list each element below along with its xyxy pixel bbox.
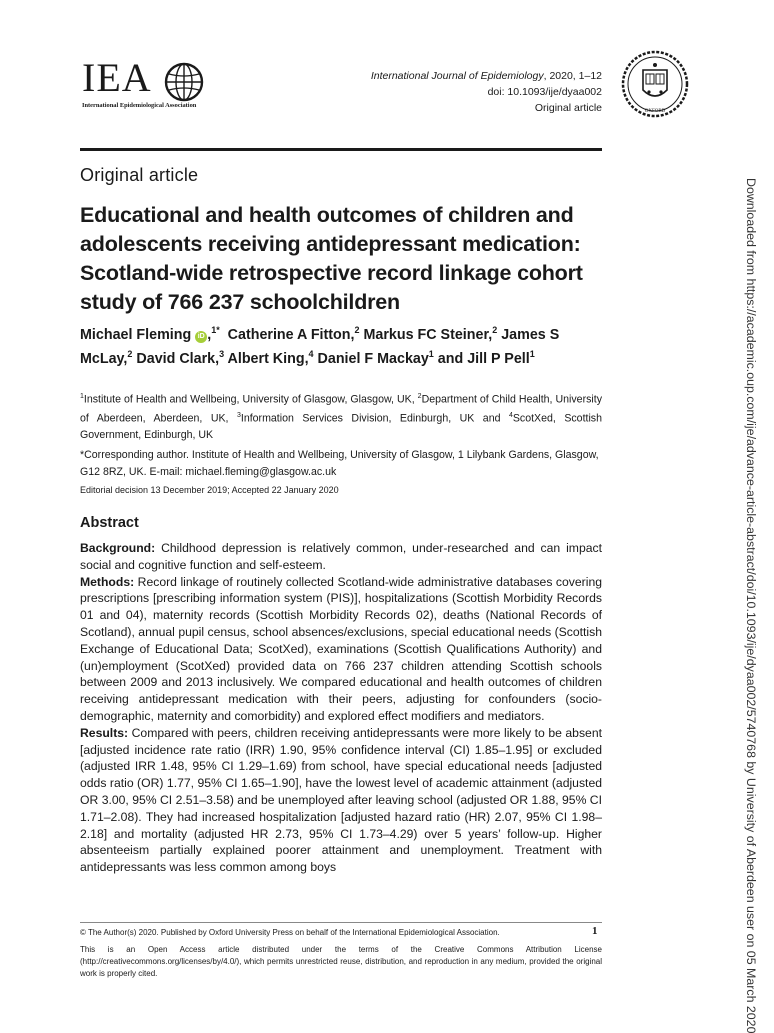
author-sup: 4 [308,348,314,359]
logo-text: IEA [82,55,152,100]
background-text: Childhood depression is relatively common, under-researched and can impact social and cognitive function and self-esteem. [80,541,602,572]
logo-subtitle: International Epidemiological Association [82,102,197,109]
author-name[interactable]: James S McLay, [80,326,560,367]
affiliation: Department of Child Health, University of Aberdeen, Aberdeen, UK, [80,393,602,425]
author-sup: 1 [529,348,535,359]
editorial-decision: Editorial decision 13 December 2019; Accepted 22 January 2020 [80,485,339,495]
results-text: Compared with peers, children receiving antidepressants were more likely to be absent [adjusted incidence rate ratio (IRR) 1.90, 95% confidence interval (CI) 1.85–1.95] or excluded (adjusted IRR 1.48, 95% CI 1.29–1.69) from school, have special educational needs [adjusted odds ratio (OR) 1.77, 95% CI 1.65–1.90], have the lowest level of academic attainment (adjusted OR 3.00, 95% CI 2.51–3.58) and be unemployed after leaving school (adjusted OR 1.88, 95% CI 1.71–2.08). They had increased hospitalization [adjusted hazard ratio (HR) 2.07, 95% CI 1.98–2.18] and mortality (adjusted HR 2.73, 95% CI 1.73–4.29) over 5 years’ follow-up. Higher absenteeism partially explained poorer attainment and unemployment. Treatment with antidepressants was less common among boys [80,725,602,875]
seal-text: OXFORD [644,109,666,114]
affil-sup: 3 [236,412,241,420]
author-sup: 2 [127,348,133,359]
copyright: © The Author(s) 2020. Published by Oxford University Press on behalf of the International Epidemiological Association. [80,928,500,937]
abstract-background [80,540,602,574]
header-rule [80,148,602,151]
abstract-body [80,540,602,876]
abstract-heading: Abstract [80,515,139,531]
affil-sup: 2 [417,393,422,400]
article-type: Original article [534,102,602,114]
results-label: Results: [80,725,129,740]
author-name[interactable]: Albert King, [227,350,309,367]
corresponding-author: *Corresponding author. Institute of Health and Wellbeing, University of Glasgow, 1 Lilybank Gardens, Glasgow, G12 8RZ, UK. E-mail: michael.fleming@glasgow.ac.uk [80,449,599,478]
oup-seal-icon [621,50,689,118]
article-title: Educational and health outcomes of children and adolescents receiving antidepressant medication: Scotland-wide retrospective record linkage cohort study of 766 237 schoolchildren [80,203,583,314]
author-name[interactable]: David Clark, [136,350,220,367]
affiliation: Information Services Division, Edinburgh, UK and [240,412,509,425]
page-number: 1 [592,925,598,937]
journal-citation: , 2020, 1–12 [543,70,602,82]
authors-and: and [437,350,464,367]
author-list: Michael Fleming iD ,$^{1*}$ Catherine A Fitton,$^2$ Markus FC Steiner,$^2$ James S McLay,$^2$ David Clark,$^3$ Albert King,$^4$ Daniel F Mackay$^1$ and Jill P Pell$^1$ [80,325,560,367]
journal-meta [371,68,602,116]
globe-icon [164,62,204,102]
affil-sup: 1 [80,393,84,400]
download-note [742,178,762,1033]
author-sup: 3 [219,348,225,359]
author-name[interactable]: Catherine A Fitton [227,326,351,343]
methods-label: Methods: [80,574,135,589]
methods-text: Record linkage of routinely collected Scotland-wide administrative databases covering prescriptions [prescribing information system (PIS)], hospitalizations (Scottish Morbidity Records 01 and 04), maternity records (Scottish Morbidity Records 02), deaths (National Records of Scotland), annual pupil census, school absences/exclusions, special educational needs (Scottish Exchange of Educational Data; ScotXed), examinations (Scottish Qualifications Authority) and (un)employment (ScotXed) provided data on 766 237 children attending Scottish schools between 2009 and 2013 inclusively. We compared educational and health outcomes of children receiving antidepressant medication with their peers, adjusting for confounders (socio-demographic, maternity and comorbidity) and explored effect modifiers and mediators. [80,574,602,723]
license-text: This is an Open Access article distributed under the terms of the Creative Commons Attribution License (http://creativecommons.org/licenses/by/4.0/), which permits unrestricted reuse, distribution, and reproduction in any medium, provided the original work is properly cited. [80,945,602,978]
author-name[interactable]: Jill P Pell [467,350,530,367]
abstract-results [80,725,602,876]
orcid-icon[interactable]: iD [195,331,207,343]
background-label: Background: [80,541,156,555]
author-name[interactable]: Michael Fleming [80,326,192,343]
author-name[interactable]: Markus FC Steiner, [363,326,493,343]
author-name[interactable]: Daniel F Mackay [317,350,429,367]
affiliation: ScotXed, Scottish Government, Edinburgh, UK [80,412,602,442]
section-label: Original article [80,165,199,185]
footer-rule [80,922,602,923]
affiliation: Institute of Health and Wellbeing, University of Glasgow, Glasgow, UK, [83,393,418,406]
author-sup: 2 [492,325,498,335]
abstract-methods [80,574,602,725]
affiliations [80,389,602,444]
journal-name: International Journal of Epidemiology [370,70,544,82]
author-sup: 1* [211,325,220,335]
doi[interactable]: doi: 10.1093/ije/dyaa002 [487,86,602,98]
affil-sup: 4 [508,412,513,420]
download-note-text: Downloaded from https://academic.oup.com/ije/advance-article-abstract/doi/10.1093/ije/dyaa002/5740768 by University of Aberdeen user on 05 March 2020 [744,178,758,1033]
iea-logo [82,55,212,118]
author-sup: 1 [428,348,434,359]
author-sup: 2 [354,325,360,335]
